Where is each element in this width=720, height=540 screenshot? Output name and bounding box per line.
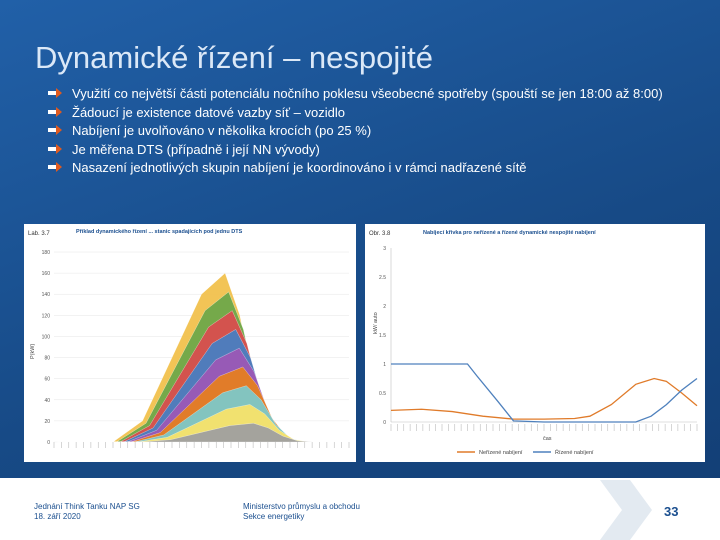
bullet-item (48, 123, 688, 139)
bullet-text: Je měřena DTS (případně i její NN vývody) (72, 141, 320, 157)
y-tick-label: 40 (44, 397, 50, 404)
y-tick-label: 60 (44, 376, 50, 383)
y-tick-label: 3 (383, 246, 386, 252)
y-tick-label: 0.5 (379, 391, 386, 397)
bullet-text: Využití co největší části potenciálu nočního poklesu všeobecné spotřeby (spouští se jen 18:00 až 8:00) (72, 86, 663, 101)
y-tick-label: 0 (47, 440, 50, 446)
stacked-area-chart (24, 224, 356, 462)
figure-label: Obr. 3.8 (369, 231, 391, 237)
series-line (391, 364, 697, 422)
grid (391, 248, 697, 422)
arrow-bullet-icon (48, 161, 62, 173)
figure-caption: Příklad dynamického řízení ... stanic spadajících pod jednu DTS (76, 229, 243, 235)
legend-label-controlled: Řízené nabíjení (555, 450, 594, 456)
legend (457, 448, 594, 456)
y-tick-labels (379, 246, 386, 426)
slide-title: Dynamické řízení – nespojité (35, 40, 434, 75)
series-line (391, 379, 697, 420)
footer-chevron-decoration (600, 480, 720, 540)
bullet-item (48, 142, 688, 158)
arrow-bullet-icon (48, 106, 62, 118)
y-tick-label: 180 (41, 250, 50, 256)
footer-section: Sekce energetiky (243, 512, 305, 521)
x-axis-label: čas (543, 436, 552, 442)
y-tick-label: 2 (383, 304, 386, 310)
page-number: 33 (664, 504, 679, 519)
y-tick-label: 160 (41, 271, 50, 278)
footer-event: Jednání Think Tanku NAP SG (34, 502, 140, 511)
x-tick-labels (391, 424, 697, 431)
y-tick-label: 2.5 (379, 275, 386, 281)
y-tick-label: 100 (41, 334, 50, 341)
y-axis-label: P(kW) (30, 343, 36, 359)
bullet-item (48, 86, 688, 102)
bullet-text: Nabíjení je uvolňováno v několika krocích (po 25 %) (72, 123, 372, 138)
y-axis-label: kW/ auto (373, 312, 379, 334)
y-tick-labels (42, 250, 51, 446)
bullet-list (48, 86, 688, 179)
y-tick-label: 1 (383, 362, 386, 368)
bullet-text: Žádoucí je existence datové vazby síť – vozidlo (72, 104, 345, 120)
arrow-bullet-icon (48, 87, 62, 99)
arrow-bullet-icon (48, 124, 62, 136)
x-tick-labels (54, 442, 349, 448)
footer-left (34, 502, 140, 522)
bullet-item (48, 105, 688, 121)
y-tick-label: 1.5 (379, 333, 386, 339)
arrow-bullet-icon (48, 143, 62, 155)
line-chart (365, 224, 705, 462)
y-tick-label: 0 (383, 420, 386, 426)
figure-label: Lab. 3.7 (28, 231, 50, 237)
figure-stacked-area-panel (24, 224, 356, 462)
footer-middle (243, 502, 360, 522)
figure-line-panel (365, 224, 705, 462)
y-tick-label: 80 (44, 355, 50, 362)
bullet-item (48, 160, 688, 176)
y-tick-label: 120 (41, 313, 50, 320)
footer-date: 18. září 2020 (34, 512, 81, 521)
figure-caption: Nabíjecí křivka pro neřízené a řízené dynamické nespojité nabíjení (423, 230, 596, 236)
legend-label-uncontrolled: Neřízené nabíjení (479, 450, 523, 456)
series-lines (391, 364, 697, 422)
y-tick-label: 20 (44, 418, 50, 425)
y-tick-label: 140 (41, 292, 50, 299)
footer-ministry: Ministerstvo průmyslu a obchodu (243, 502, 360, 511)
bullet-text: Nasazení jednotlivých skupin nabíjení je koordinováno i v rámci nadřazené sítě (72, 160, 527, 175)
